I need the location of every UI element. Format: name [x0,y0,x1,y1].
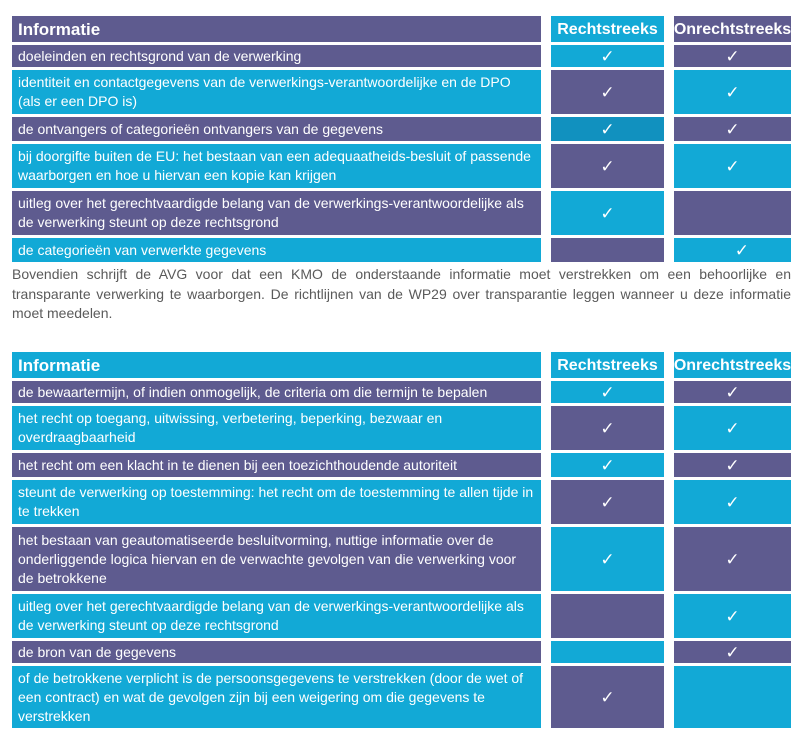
checkmark-icon: ✓ [551,453,664,477]
checkmark-icon: ✓ [674,480,791,524]
table-header-informatie: Informatie [12,16,541,42]
checkmark-icon: ✓ [674,406,791,450]
table-direct-indirect-2 [12,352,791,728]
table-header-informatie: Informatie [12,352,541,378]
table-row-info: de bewaartermijn, of indien onmogelijk, de criteria om die termijn te bepalen [12,381,541,403]
table-row-info: de ontvangers of categorieën ontvangers van de gegevens [12,117,541,141]
checkmark-icon: ✓ [551,527,664,591]
checkmark-icon: ✓ [551,381,664,403]
checkmark-icon: ✓ [674,453,791,477]
checkmark-icon: ✓ [674,381,791,403]
table-row-info: doeleinden en rechtsgrond van de verwerking [12,45,541,67]
table-header-rechtstreeks: Rechtstreeks [551,352,664,378]
empty-cell [674,191,791,235]
table-row-info: identiteit en contactgegevens van de verwerkings-verantwoordelijke en de DPO (als er een DPO is) [12,70,541,114]
empty-cell [551,594,664,638]
table-row-info: de bron van de gegevens [12,641,541,663]
checkmark-icon: ✓ [674,527,791,591]
checkmark-icon: ✓ [551,406,664,450]
table-row-info: uitleg over het gerechtvaardigde belang van de verwerkings-verantwoordelijke als de verwerking steunt op deze rechtsgrond [12,594,541,638]
checkmark-icon: ✓ [674,144,791,188]
checkmark-icon: ✓ [674,594,791,638]
checkmark-icon: ✓ [674,117,791,141]
empty-cell [551,641,664,663]
checkmark-icon: ✓ [551,480,664,524]
checkmark-icon: ✓ [551,45,664,67]
table-row-info: de categorieën van verwerkte gegevens [12,238,541,262]
checkmark-icon: ✓ [674,45,791,67]
table-row-info: het bestaan van geautomatiseerde besluitvorming, nuttige informatie over de onderliggende logica hiervan en de verwachte gevolgen van die verwerking voor de betrokkene [12,527,541,591]
checkmark-icon: ✓ [551,117,664,141]
checkmark-icon: ✓ [551,70,664,114]
table-row-info: steunt de verwerking op toestemming: het recht om de toestemming te allen tijde in te trekken [12,480,541,524]
checkmark-icon: ✓ [674,238,791,262]
checkmark-icon: ✓ [551,144,664,188]
empty-cell [674,666,791,728]
table-row-info: of de betrokkene verplicht is de persoonsgegevens te verstrekken (door de wet of een contract) en wat de gevolgen zijn bij een weigering om die gegevens te verstrekken [12,666,541,728]
table-direct-indirect-1 [12,16,791,262]
checkmark-icon: ✓ [674,70,791,114]
table-row-info: uitleg over het gerechtvaardigde belang van de verwerkings-verantwoordelijke als de verwerking steunt op deze rechtsgrond [12,191,541,235]
table-row-info: bij doorgifte buiten de EU: het bestaan van een adequaatheids-besluit of passende waarborgen en hoe u hiervan een kopie kan krijgen [12,144,541,188]
checkmark-icon: ✓ [551,191,664,235]
checkmark-icon: ✓ [674,641,791,663]
checkmark-icon: ✓ [551,666,664,728]
empty-cell [551,238,664,262]
table-row-info: het recht om een klacht in te dienen bij een toezichthoudende autoriteit [12,453,541,477]
table-header-onrechtstreeks: Onrechtstreeks [674,16,791,42]
table-header-onrechtstreeks: Onrechtstreeks [674,352,791,378]
table-header-rechtstreeks: Rechtstreeks [551,16,664,42]
table-row-info: het recht op toegang, uitwissing, verbetering, beperking, bezwaar en overdraagbaarheid [12,406,541,450]
body-paragraph: Bovendien schrijft de AVG voor dat een KMO de onderstaande informatie moet verstrekken om een behoorlijke en transparante verwerking te waarborgen. De richtlijnen van de WP29 over transparantie leggen wanneer u deze informatie moet meedelen. [12,266,791,321]
